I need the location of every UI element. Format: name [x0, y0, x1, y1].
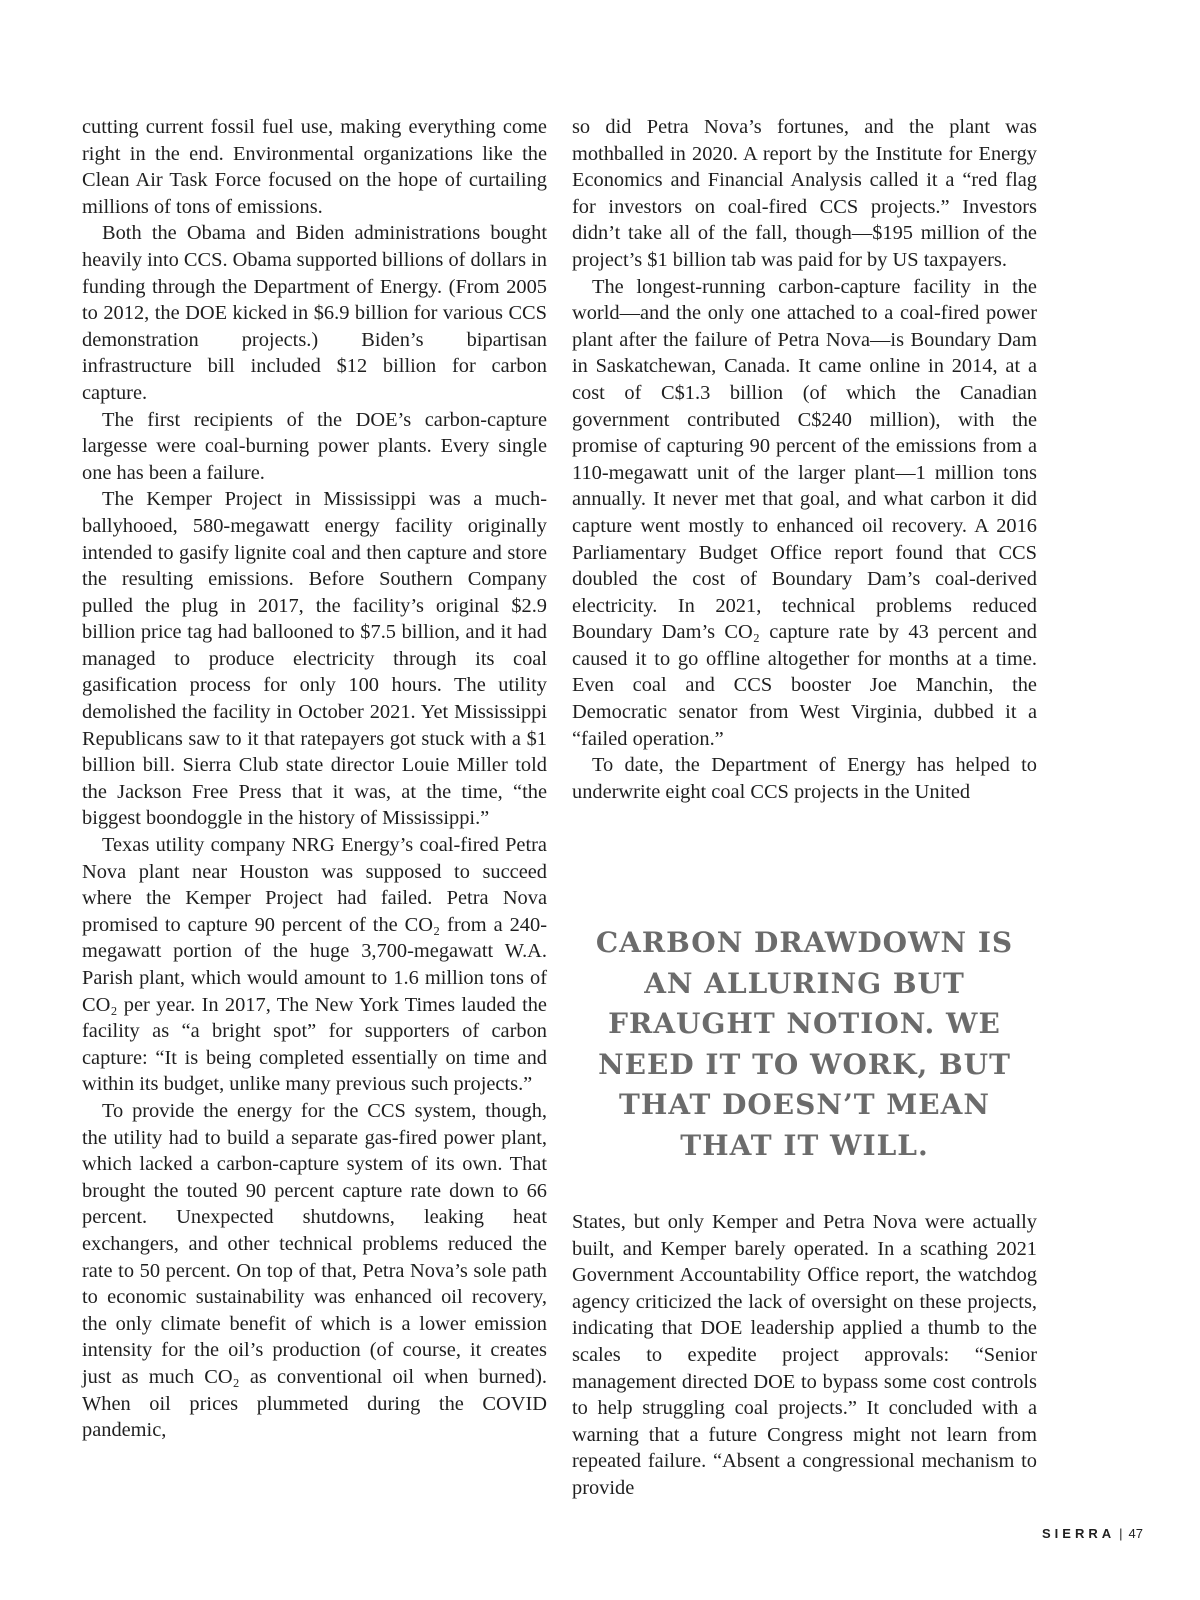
pull-quote: CARBON DRAWDOWN IS AN ALLURING BUT FRAUGHT NOTION. WE NEED IT TO WORK, BUT THAT DOESN’T MEAN THAT IT WILL.	[595, 926, 1014, 1162]
folio-separator: |	[1119, 1526, 1123, 1541]
article-column-right-top	[572, 114, 1037, 805]
paragraph: Both the Obama and Biden administrations bought heavily into CCS. Obama supported billions of dollars in funding through the Department of Energy. (From 2005 to 2012, the DOE kicked in $6.9 billion for various CCS demonstration projects.) Biden’s bipartisan infrastructure bill included $12 billion for carbon capture.	[82, 222, 547, 404]
paragraph: The Kemper Project in Mississippi was a much-ballyhooed, 580-megawatt energy facility originally intended to gasify lignite coal and then capture and store the resulting emissions. Before Southern Company pulled the plug in 2017, the facility’s original $2.9 billion price tag had ballooned to $7.5 billion, and it had managed to produce electricity through its coal gasification process for only 100 hours. The utility demolished the facility in October 2021. Yet Mississippi Republicans saw to it that ratepayers got stuck with a $1 billion bill. Sierra Club state director Louie Miller told the Jackson Free Press that it was, at the time, “the biggest boondoggle in the history of Mississippi.”	[82, 488, 547, 830]
paragraph: cutting current fossil fuel use, making everything come right in the end. Environmental organizations like the Clean Air Task Force focused on the hope of curtailing millions of tons of emissions.	[82, 116, 547, 218]
paragraph: States, but only Kemper and Petra Nova were actually built, and Kemper barely operated. In a scathing 2021 Government Accountability Office report, the watchdog agency criticized the lack of oversight on these projects, indicating that DOE leadership applied a thumb to the scales to expedite project approvals: “Senior management directed DOE to bypass some cost controls to help struggling coal projects.” It concluded with a warning that a future Congress might not learn from repeated failure. “Absent a congressional mechanism to provide	[572, 1211, 1037, 1499]
paragraph: The first recipients of the DOE’s carbon-capture largesse were coal-burning power plants. Every single one has been a failure.	[82, 408, 547, 484]
paragraph: Texas utility company NRG Energy’s coal-fired Petra Nova plant near Houston was supposed to succeed where the Kemper Project had failed. Petra Nova promised to capture 90 percent of the CO₂ from a 240-megawatt portion of the huge 3,700-megawatt W.A. Parish plant, which would amount to 1.6 million tons of CO₂ per year. In 2017, The New York Times lauded the facility as “a bright spot” for supporters of carbon capture: “It is being completed essentially on time and within its budget, unlike many previous such projects.”	[82, 834, 547, 1096]
paragraph: so did Petra Nova’s fortunes, and the plant was mothballed in 2020. A report by the Institute for Energy Economics and Financial Analysis called it a “red flag for investors on coal-fired CCS projects.” Investors didn’t take all of the fall, though—$195 million of the project’s $1 billion tab was paid for by US taxpayers.	[572, 116, 1037, 271]
magazine-name: SIERRA	[1042, 1526, 1116, 1541]
paragraph: To date, the Department of Energy has helped to underwrite eight coal CCS projects in the United	[572, 754, 1037, 803]
article-column-left	[82, 114, 547, 1444]
paragraph: The longest-running carbon-capture facility in the world—and the only one attached to a coal-fired power plant after the failure of Petra Nova—is Boundary Dam in Saskatchewan, Canada. It came online in 2014, at a cost of C$1.3 billion (of which the Canadian government contributed C$240 million), with the promise of capturing 90 percent of the emissions from a 110-megawatt unit of the larger plant—1 million tons annually. It never met that goal, and what carbon it did capture went mostly to enhanced oil recovery. A 2016 Parliamentary Budget Office report found that CCS doubled the cost of Boundary Dam’s coal-derived electricity. In 2021, technical problems reduced Boundary Dam’s CO₂ capture rate by 43 percent and caused it to go offline altogether for months at a time. Even coal and CCS booster Joe Manchin, the Democratic senator from West Virginia, dubbed it a “failed operation.”	[572, 275, 1037, 750]
page-number: 47	[1128, 1526, 1143, 1541]
paragraph: To provide the energy for the CCS system, though, the utility had to build a separate gas-fired power plant, which lacked a carbon-capture system of its own. That brought the touted 90 percent capture rate down to 66 percent. Unexpected shutdowns, leaking heat exchangers, and other technical problems reduced the rate to 50 percent. On top of that, Petra Nova’s sole path to economic sustainability was enhanced oil recovery, the only climate benefit of which is a lower emission intensity for the oil’s production (of course, it creates just as much CO₂ as conventional oil when burned). When oil prices plummeted during the COVID pandemic,	[82, 1099, 547, 1442]
page-folio	[1042, 1526, 1143, 1541]
article-column-right-bottom	[572, 1209, 1037, 1502]
